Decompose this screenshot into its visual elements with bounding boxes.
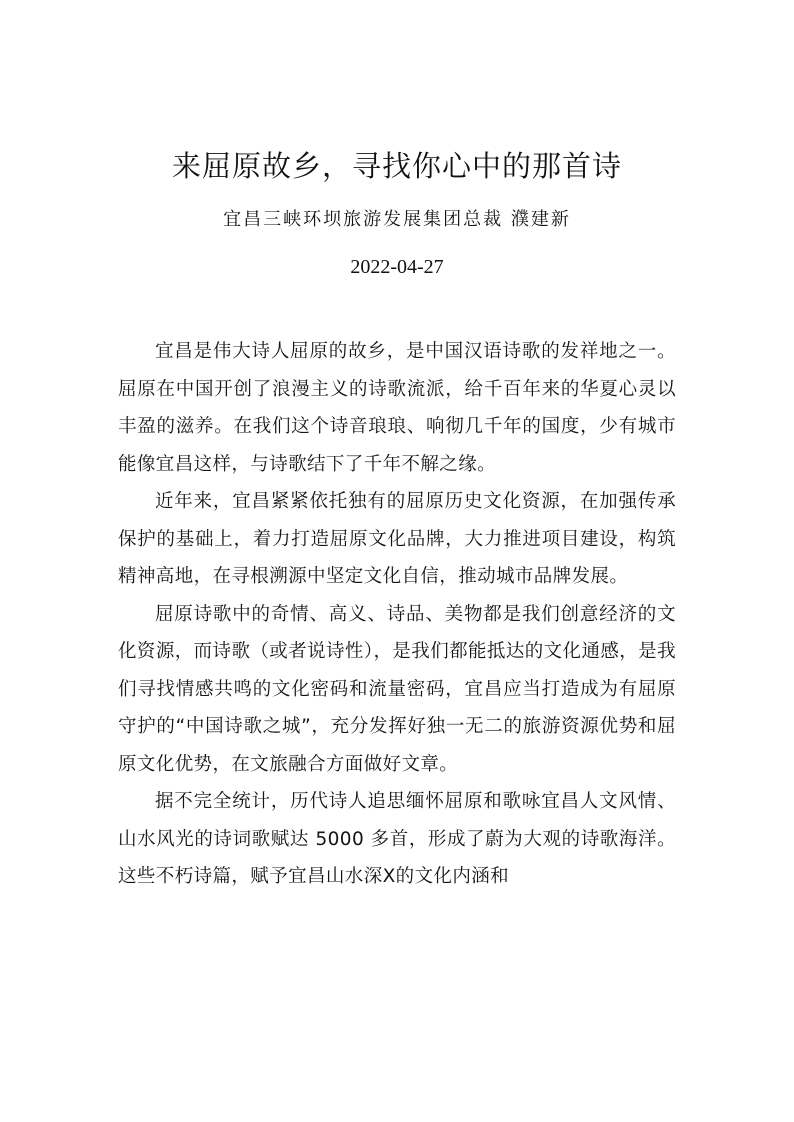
article-body xyxy=(118,333,676,896)
paragraph: 宜昌是伟大诗人屈原的故乡，是中国汉语诗歌的发祥地之一。屈原在中国开创了浪漫主义的诗歌流派，给千百年来的华夏心灵以丰盈的滋养。在我们这个诗音琅琅、响彻几千年的国度，少有城市能像宜昌这样，与诗歌结下了千年不解之缘。 xyxy=(118,341,676,475)
publish-date: 2022-04-27 xyxy=(350,256,444,278)
paragraph: 近年来，宜昌紧紧依托独有的屈原历史文化资源，在加强传承保护的基础上，着力打造屈原文化品牌，大力推进项目建设，构筑精神高地，在寻根溯源中坚定文化自信，推动城市品牌发展。 xyxy=(118,491,676,587)
paragraph: 据不完全统计，历代诗人追思缅怀屈原和歌咏宜昌人文风情、山水风光的诗词歌赋达 5000 多首，形成了蔚为大观的诗歌海洋。这些不朽诗篇，赋予宜昌山水深X的文化内涵和 xyxy=(118,791,676,887)
article-title: 来屈原故乡，寻找你心中的那首诗 xyxy=(171,149,622,183)
author-byline: 宜昌三峡环坝旅游发展集团总裁 濮建新 xyxy=(223,209,571,230)
paragraph: 屈原诗歌中的奇情、高义、诗品、美物都是我们创意经济的文化资源，而诗歌（或者说诗性），是我们都能抵达的文化通感，是我们寻找情感共鸣的文化密码和流量密码，宜昌应当打造成为有屈原守护的“中国诗歌之城”，充分发挥好独一无二的旅游资源优势和屈原文化优势，在文旅融合方面做好文章。 xyxy=(118,603,676,775)
